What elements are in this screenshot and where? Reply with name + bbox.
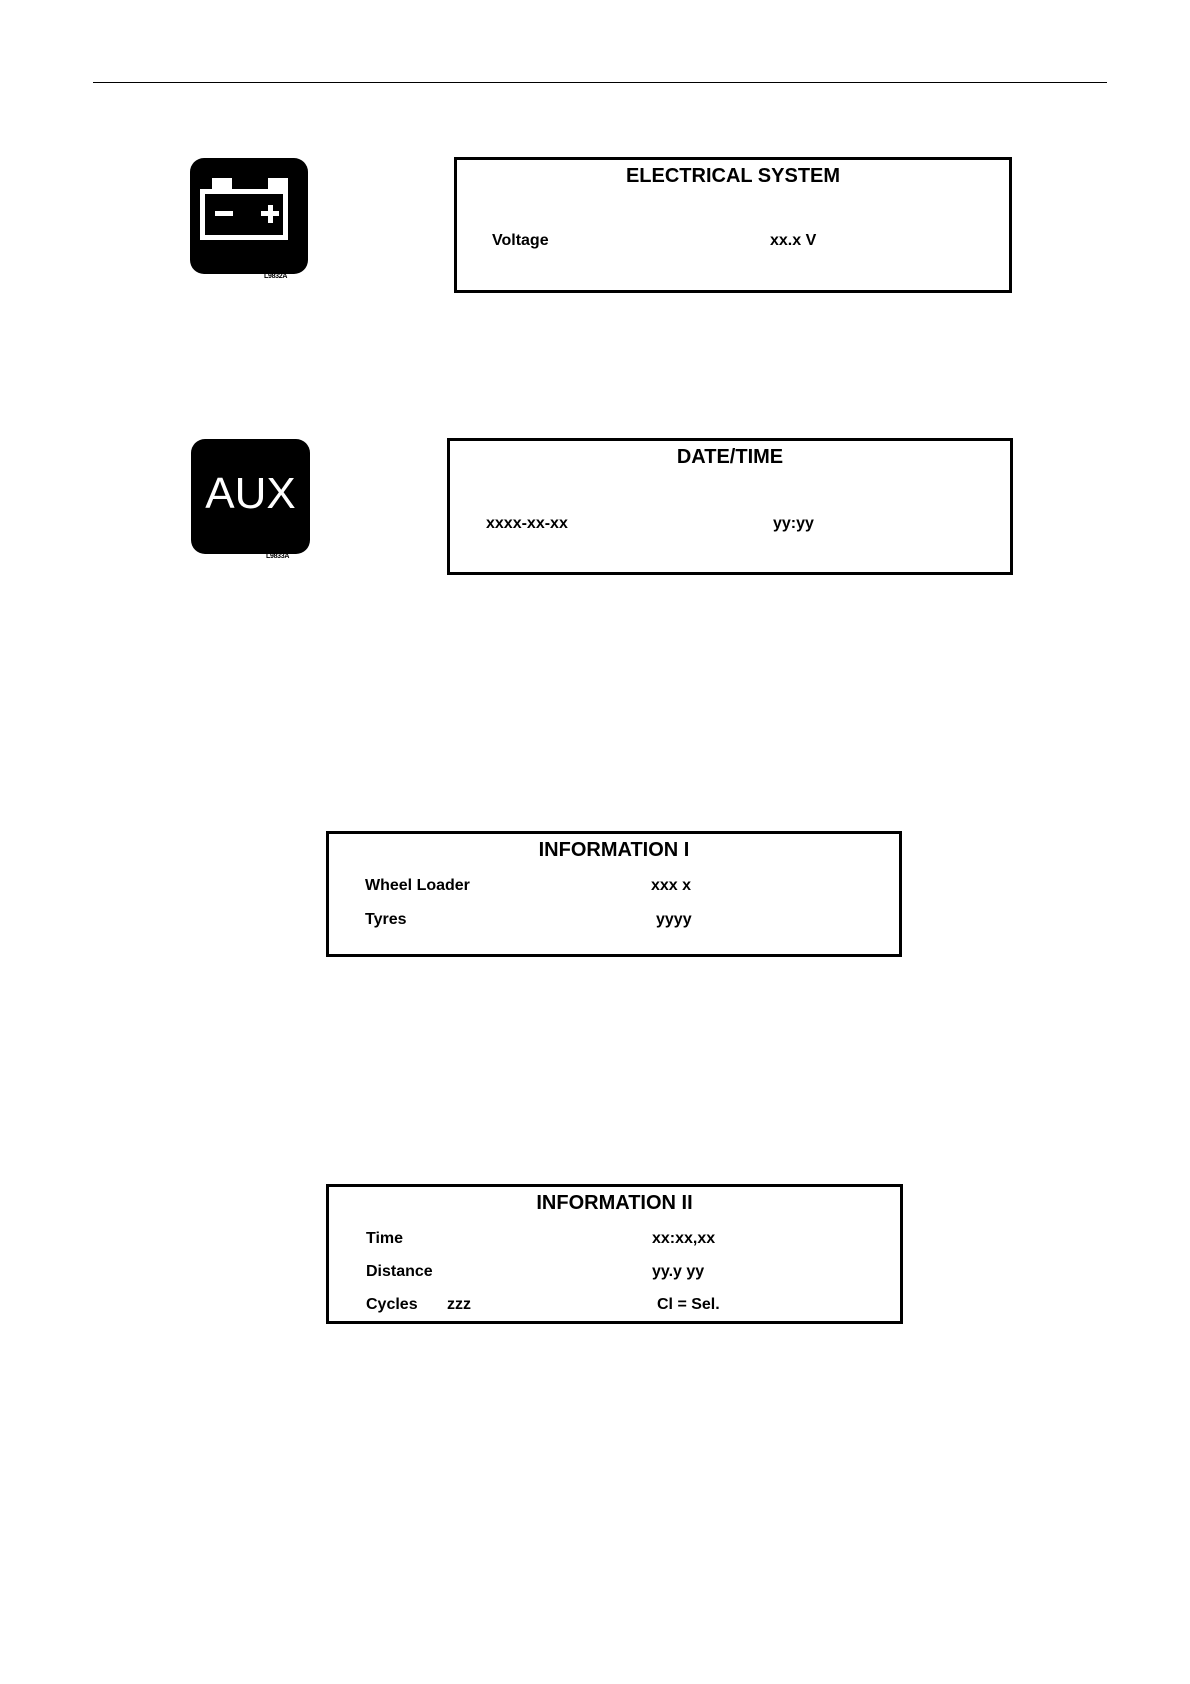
battery-icon — [190, 158, 308, 274]
panel-title: ELECTRICAL SYSTEM — [625, 165, 841, 187]
wheel-loader-label: Wheel Loader — [365, 877, 470, 894]
aux-icon — [191, 439, 310, 554]
electrical-system-panel — [454, 157, 1012, 293]
panel-title: DATE/TIME — [676, 446, 784, 468]
voltage-value: xx.x V — [770, 232, 817, 249]
panel-title: INFORMATION I — [538, 839, 690, 861]
date-time-panel — [447, 438, 1013, 575]
tyres-label: Tyres — [365, 911, 407, 928]
cycles-count: zzz — [447, 1296, 471, 1313]
aux-icon-code: L9833A — [266, 553, 290, 560]
time-value: yy:yy — [773, 515, 814, 532]
information-1-panel — [326, 831, 902, 957]
battery-icon-code: L9832A — [264, 273, 288, 280]
distance-value: yy.y yy — [652, 1263, 705, 1280]
panel-title: INFORMATION II — [536, 1192, 693, 1214]
cycles-selection: Cl = Sel. — [657, 1296, 720, 1313]
battery-body — [200, 189, 288, 240]
information-2-panel — [326, 1184, 903, 1324]
header-rule — [93, 82, 1107, 83]
minus-icon — [215, 211, 233, 216]
date-value: xxxx-xx-xx — [486, 515, 568, 532]
wheel-loader-value: xxx x — [651, 877, 692, 894]
tyres-value: yyyy — [656, 911, 692, 928]
time-value: xx:xx,xx — [652, 1230, 716, 1247]
cycles-label: Cycles — [366, 1296, 418, 1313]
aux-label: AUX — [205, 469, 296, 518]
time-label: Time — [366, 1230, 404, 1247]
distance-label: Distance — [366, 1263, 433, 1280]
voltage-label: Voltage — [492, 232, 549, 249]
